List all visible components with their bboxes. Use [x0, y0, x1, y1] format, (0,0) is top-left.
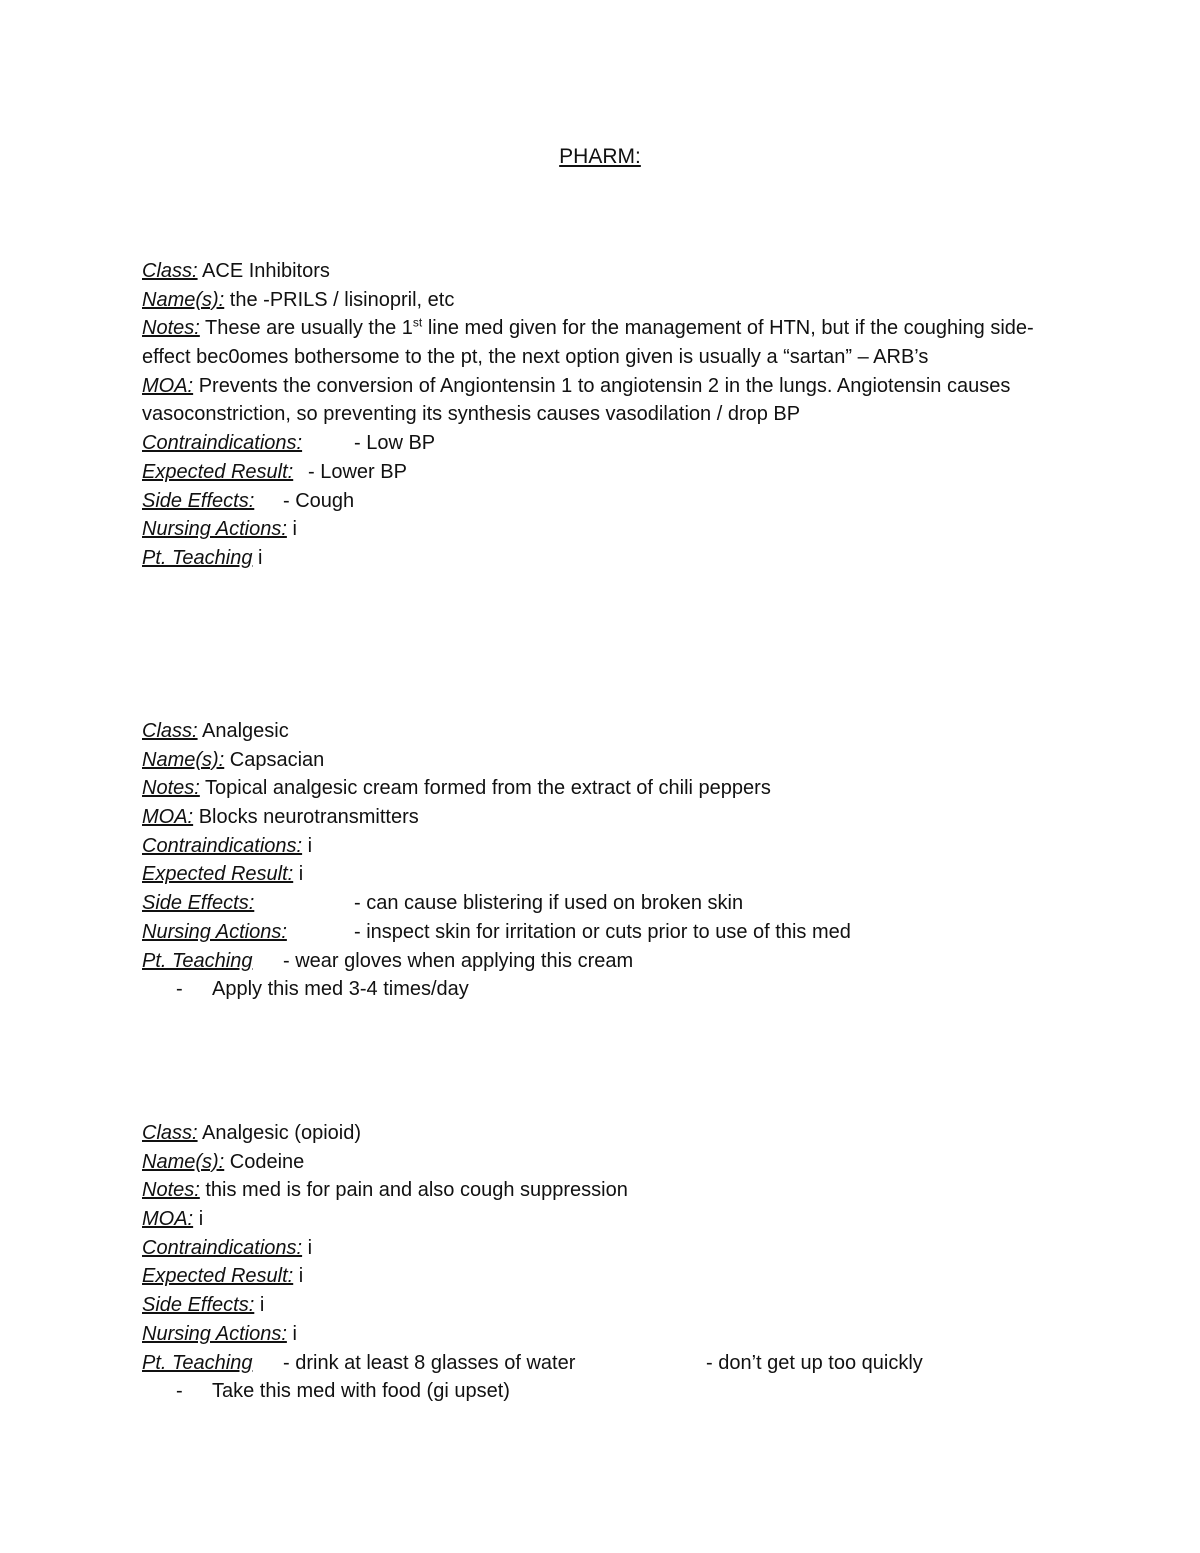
pt-teaching-value: - wear gloves when applying this cream	[283, 949, 634, 972]
names-label: Name(s):	[142, 1150, 225, 1173]
class-label: Class:	[142, 260, 198, 282]
page-title: PHARM:	[559, 145, 641, 168]
nursing-actions-row	[142, 918, 1062, 947]
contraindications-value: i	[307, 834, 313, 857]
class-row	[142, 257, 1062, 286]
pt-teaching-value: - drink at least 8 glasses of water	[283, 1351, 576, 1374]
expected-result-value: i	[298, 1265, 304, 1288]
expected-result-row	[142, 1262, 1062, 1291]
notes-label: Notes:	[142, 317, 200, 340]
list-item-text: Take this med with food (gi upset)	[212, 1380, 510, 1403]
moa-value: Prevents the conversion of Angiontensin 1 to angiotensin 2 in the lungs. Angiotensin causes vasoconstriction, so preventing its synthesis causes vasodilation / drop BP	[142, 374, 1011, 426]
expected-result-row	[142, 458, 1062, 487]
moa-label: MOA:	[142, 374, 194, 397]
class-row	[142, 717, 1062, 746]
notes-value: Topical analgesic cream formed from the extract of chili peppers	[205, 777, 771, 800]
side-effects-label: Side Effects:	[142, 1294, 255, 1317]
expected-result-label: Expected Result:	[142, 863, 294, 886]
moa-row	[142, 803, 1062, 832]
class-value: Analgesic	[202, 720, 289, 742]
names-row	[142, 286, 1062, 315]
side-effects-row	[142, 487, 1062, 516]
notes-value: this med is for pain and also cough suppression	[205, 1179, 628, 1202]
names-label: Name(s):	[142, 748, 225, 771]
contraindications-row	[142, 832, 1062, 861]
nursing-actions-label: Nursing Actions:	[142, 920, 287, 943]
drug-entry-codeine	[142, 1119, 1062, 1406]
class-label: Class:	[142, 1122, 198, 1144]
expected-result-row	[142, 860, 1062, 889]
list-item	[142, 975, 1062, 1004]
moa-row	[142, 1205, 1062, 1234]
contraindications-label: Contraindications:	[142, 834, 303, 857]
side-effects-value: - can cause blistering if used on broken skin	[354, 892, 744, 915]
side-effects-row	[142, 889, 1062, 918]
side-effects-value: - Cough	[283, 489, 355, 512]
names-label: Name(s):	[142, 288, 225, 311]
notes-row	[142, 314, 1062, 371]
bullet-marker: -	[176, 1380, 183, 1403]
pt-teaching-label: Pt. Teaching	[142, 546, 253, 569]
names-row	[142, 1148, 1062, 1177]
pt-teaching-label: Pt. Teaching	[142, 949, 253, 972]
expected-result-value: i	[298, 863, 304, 886]
notes-value-start: These are usually the 1	[205, 317, 413, 340]
nursing-actions-row	[142, 1320, 1062, 1349]
class-value: Analgesic (opioid)	[202, 1122, 362, 1144]
pt-teaching-value: i	[258, 546, 263, 569]
moa-label: MOA:	[142, 1208, 194, 1231]
notes-value-end: line med given for the management of HTN, but if the coughing side-effect bec0omes bothersome to the pt, the next option given is usually a “sartan” – ARB’s	[142, 317, 1034, 369]
pt-teaching-label: Pt. Teaching	[142, 1351, 253, 1374]
notes-row	[142, 774, 1062, 803]
names-value: the -PRILS / lisinopril, etc	[229, 288, 455, 311]
class-value: ACE Inhibitors	[202, 260, 330, 282]
nursing-actions-label: Nursing Actions:	[142, 1322, 287, 1345]
moa-value: i	[198, 1208, 204, 1231]
expected-result-label: Expected Result:	[142, 1265, 294, 1288]
nursing-actions-value: i	[292, 1322, 297, 1345]
class-label: Class:	[142, 720, 198, 742]
class-row	[142, 1119, 1062, 1148]
pt-teaching-row	[142, 544, 1062, 573]
bullet-marker: -	[176, 978, 183, 1001]
moa-label: MOA:	[142, 806, 194, 829]
contraindications-value: i	[307, 1236, 313, 1259]
nursing-actions-row	[142, 515, 1062, 544]
nursing-actions-value: - inspect skin for irritation or cuts prior to use of this med	[354, 920, 851, 943]
list-item	[142, 1377, 1062, 1406]
pt-teaching-row	[142, 1349, 1062, 1378]
names-value: Codeine	[229, 1150, 305, 1173]
side-effects-label: Side Effects:	[142, 892, 255, 915]
moa-value: Blocks neurotransmitters	[198, 806, 419, 829]
names-value: Capsacian	[229, 748, 325, 771]
contraindications-label: Contraindications:	[142, 432, 303, 455]
notes-label: Notes:	[142, 777, 200, 800]
drug-entry-capsacian	[142, 717, 1062, 1004]
contraindications-row	[142, 429, 1062, 458]
nursing-actions-value: i	[292, 518, 297, 541]
contraindications-value: - Low BP	[354, 432, 436, 455]
side-effects-row	[142, 1291, 1062, 1320]
expected-result-value: - Lower BP	[308, 460, 407, 483]
drug-entry-ace-inhibitors	[142, 257, 1062, 573]
notes-label: Notes:	[142, 1179, 200, 1202]
contraindications-row	[142, 1234, 1062, 1263]
pt-teaching-value-2: - don’t get up too quickly	[706, 1351, 923, 1374]
moa-row	[142, 372, 1062, 429]
pt-teaching-row	[142, 947, 1062, 976]
side-effects-label: Side Effects:	[142, 489, 255, 512]
notes-row	[142, 1176, 1062, 1205]
side-effects-value: i	[259, 1294, 265, 1317]
contraindications-label: Contraindications:	[142, 1236, 303, 1259]
names-row	[142, 746, 1062, 775]
expected-result-label: Expected Result:	[142, 460, 294, 483]
nursing-actions-label: Nursing Actions:	[142, 518, 287, 541]
notes-superscript: st	[412, 315, 423, 330]
list-item-text: Apply this med 3-4 times/day	[212, 978, 469, 1001]
